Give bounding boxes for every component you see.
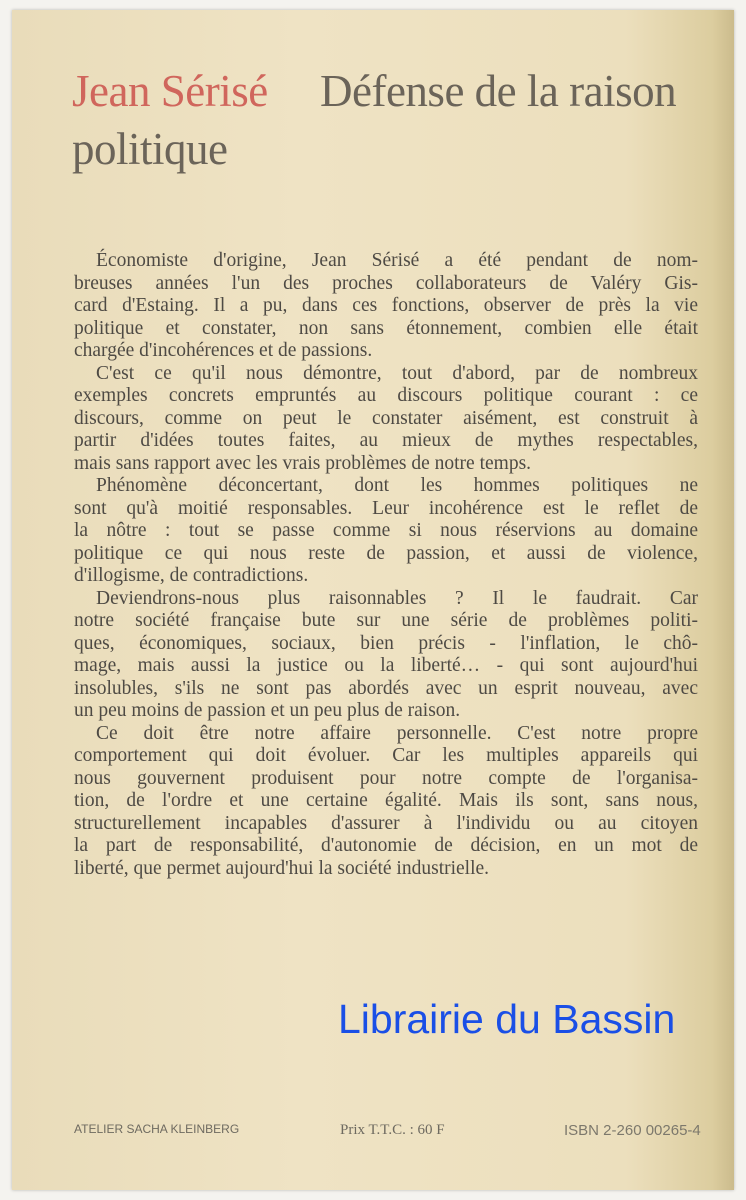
- blurb-line: politique ce qui nous reste de passion, et aussi de violence,: [74, 542, 698, 564]
- isbn: ISBN 2-260 00265-4: [564, 1122, 701, 1139]
- blurb-line: liberté, que permet aujourd'hui la société industrielle.: [74, 857, 490, 879]
- blurb-line: nous gouvernent produisent pour notre compte de l'organisa-: [74, 767, 698, 789]
- blurb-line: la nôtre : tout se passe comme si nous réservions au domaine: [74, 520, 698, 541]
- blurb-line: C'est ce qu'il nous démontre, tout d'abord, par de nombreux: [96, 362, 698, 384]
- blurb-line: chargée d'incohérences et de passions.: [74, 340, 373, 361]
- blurb-line: Deviendrons-nous plus raisonnables ? Il le faudrait. Car: [96, 587, 698, 609]
- blurb-line: structurellement incapables d'assurer à l'individu ou au citoyen: [74, 812, 698, 834]
- watermark: Librairie du Bassin: [338, 996, 676, 1042]
- blurb-line: un peu moins de passion et un peu plus de raison.: [74, 700, 461, 721]
- blurb-line: notre société française bute sur une série de problèmes politi-: [74, 610, 698, 631]
- book-title-line-2: politique: [72, 124, 228, 174]
- blurb-line: mage, mais aussi la justice ou la liberté… - qui sont aujourd'hui: [74, 655, 698, 676]
- blurb-line: discours, comme on peut le constater aisément, est construit à: [74, 407, 698, 429]
- blurb-line: sont qu'à moitié responsables. Leur incohérence est le reflet de: [74, 497, 698, 519]
- blurb-line: breuses années l'un des proches collaborateurs de Valéry Gis-: [74, 272, 698, 294]
- blurb-line: partir d'idées toutes faites, au mieux de mythes respectables,: [74, 430, 698, 451]
- blurb-line: Économiste d'origine, Jean Sérisé a été pendant de nom-: [96, 250, 698, 271]
- author-name: Jean Sérisé: [72, 66, 268, 116]
- blurb-line: politique et constater, non sans étonnement, combien elle était: [74, 317, 698, 339]
- blurb-line: mais sans rapport avec les vrais problèmes de notre temps.: [74, 452, 532, 474]
- price: Prix T.T.C. : 60 F: [340, 1122, 445, 1138]
- blurb-line: Ce doit être notre affaire personnelle. C'est notre propre: [96, 722, 698, 744]
- blurb-line: exemples concrets empruntés au discours politique courant : ce: [74, 385, 698, 406]
- blurb-line: card d'Estaing. Il a pu, dans ces fonctions, observer de près la vie: [74, 295, 698, 316]
- blurb-line: insolubles, s'ils ne sont pas abordés avec un esprit nouveau, avec: [74, 677, 698, 699]
- publisher: ATELIER SACHA KLEINBERG: [74, 1122, 240, 1136]
- blurb-text: [74, 250, 698, 880]
- blurb-line: Phénomène déconcertant, dont les hommes politiques ne: [96, 475, 698, 496]
- blurb-line: comportement qui doit évoluer. Car les multiples appareils qui: [74, 745, 698, 766]
- blurb-line: tion, de l'ordre et une certaine égalité. Mais ils sont, sans nous,: [74, 790, 698, 811]
- blurb-line: d'illogisme, de contradictions.: [74, 565, 309, 586]
- book-title-line-1: Défense de la raison: [320, 66, 677, 116]
- blurb-line: la part de responsabilité, d'autonomie de décision, en un mot de: [74, 835, 698, 856]
- blurb-line: ques, économiques, sociaux, bien précis - l'inflation, le chô-: [74, 632, 698, 654]
